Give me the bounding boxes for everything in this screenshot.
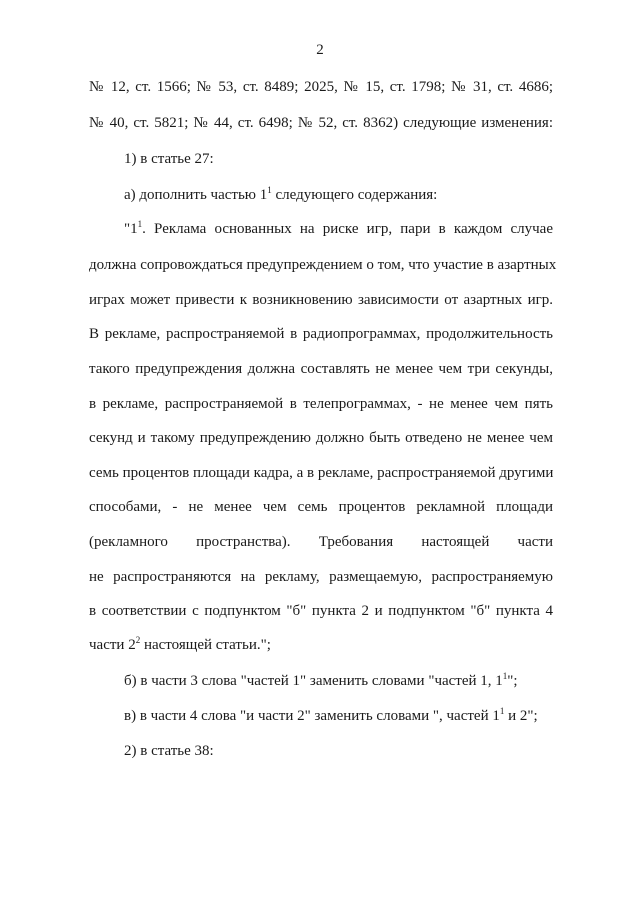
item-v-text-start: в) в части 4 слова "и части 2" заменить словами ", частей 1 [124, 708, 500, 724]
item-2-text: 2) в статье 38: [124, 743, 214, 759]
text-line-1 [89, 77, 553, 97]
text-line-6-content: должна сопровождаться предупреждением о том, что участие в азартных [89, 257, 557, 273]
text-line-7 [89, 290, 553, 310]
text-line-14 [89, 532, 553, 552]
item-b [124, 671, 553, 691]
text-line-16-content: в соответствии с подпунктом "б" пункта 2 и подпунктом "б" пункта 4 [89, 603, 553, 619]
text-line-11 [89, 428, 553, 448]
item-a [124, 185, 553, 205]
item-1-article-27 [124, 149, 553, 169]
text-line-15-content: не распространяются на рекламу, размещаемую, распространяемую [89, 569, 553, 585]
item-2-article-38 [124, 741, 553, 761]
text-line-11-content: секунд и такому предупреждению должно быть отведено не менее чем [89, 430, 553, 446]
text-line-8 [89, 324, 553, 344]
text-line-17-start: части 2 [89, 637, 136, 653]
text-line-10 [89, 394, 553, 414]
superscript: 1 [137, 219, 143, 229]
item-a-text-end: следующего содержания: [271, 187, 438, 203]
text-line-8-content: В рекламе, распространяемой в радиопрограммах, продолжительность [89, 326, 553, 342]
item-b-text-start: б) в части 3 слова "частей 1" заменить словами "частей 1, 1 [124, 673, 503, 689]
quote-open: "1 [124, 221, 138, 237]
text-line-1-content: № 12, ст. 1566; № 53, ст. 8489; 2025, № 15, ст. 1798; № 31, ст. 4686; [89, 79, 553, 95]
item-b-text-end: "; [507, 673, 518, 689]
text-line-17-end: настоящей статьи."; [140, 637, 271, 653]
text-line-14-content: (рекламного пространства). Требования настоящей части [89, 534, 553, 550]
text-line-10-content: в рекламе, распространяемой в телепрограммах, - не менее чем пять [89, 396, 553, 412]
item-v [124, 706, 553, 726]
text-line-16 [89, 601, 553, 621]
item-1-text: 1) в статье 27: [124, 151, 214, 167]
text-line-12-content: семь процентов площади кадра, а в рекламе, распространяемой другими [89, 465, 554, 481]
quote-line-1-text: . Реклама основанных на риске игр, пари в каждом случае [142, 221, 553, 237]
superscript: 1 [502, 671, 508, 681]
text-line-2 [89, 113, 553, 133]
text-line-17 [89, 635, 553, 655]
text-line-9-content: такого предупреждения должна составлять не менее чем три секунды, [89, 361, 553, 377]
item-v-text-end: и 2"; [504, 708, 538, 724]
text-line-13-content: способами, - не менее чем семь процентов рекламной площади [89, 499, 553, 515]
superscript: 1 [499, 706, 505, 716]
text-line-12 [89, 463, 553, 483]
text-line-7-content: играх может привести к возникновению зависимости от азартных игр. [89, 292, 553, 308]
text-line-6 [89, 255, 557, 275]
superscript: 1 [267, 185, 272, 195]
text-line-9 [89, 359, 553, 379]
text-line-15 [89, 567, 553, 587]
text-line-2-content: № 40, ст. 5821; № 44, ст. 6498; № 52, ст. 8362) следующие изменения: [89, 115, 553, 131]
page-number: 2 [316, 42, 324, 58]
item-a-text-start: а) дополнить частью 1 [124, 187, 268, 203]
text-line-13 [89, 497, 553, 517]
superscript: 2 [135, 635, 141, 645]
quote-line-1 [124, 219, 553, 239]
